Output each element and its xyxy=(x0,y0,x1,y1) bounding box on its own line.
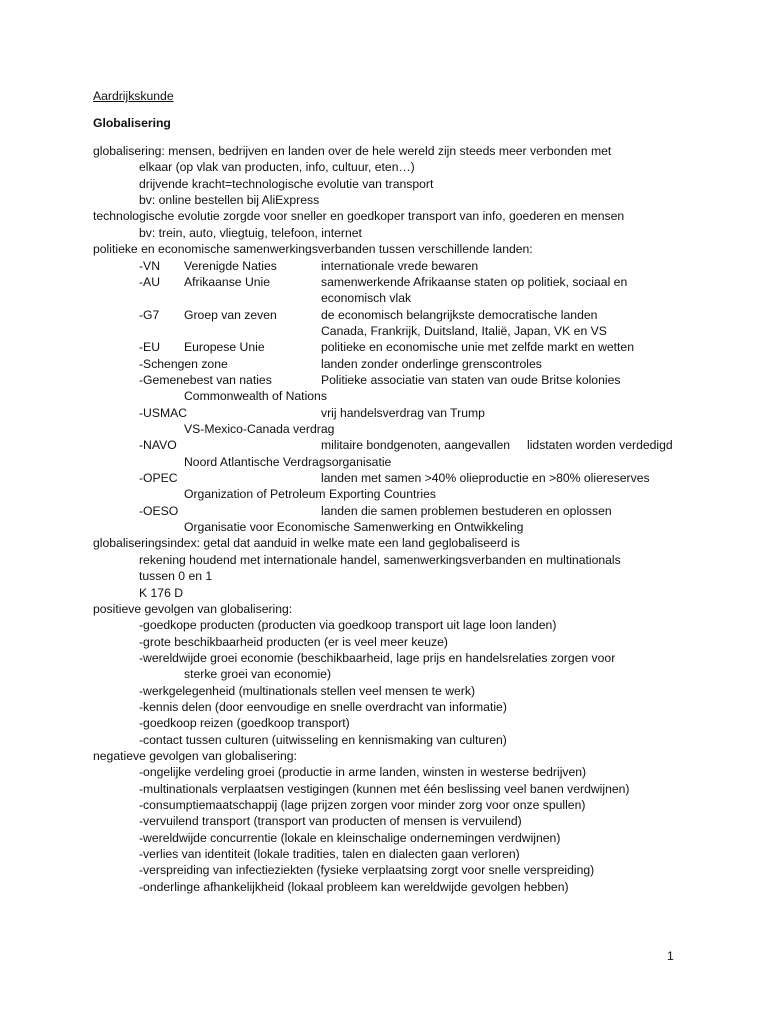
organization-description: militaire bondgenoten, aangevallen xyxy=(321,438,511,453)
organization-description: vrij handelsverdrag van Trump xyxy=(321,405,485,420)
text-line: Canada, Frankrijk, Duitsland, Italië, Japan, VK en VS xyxy=(321,323,607,338)
text-line: -verspreiding van infectieziekten (fysieke verplaatsing zorgt voor snelle verspreiding) xyxy=(139,863,595,878)
organization-name: Groep van zeven xyxy=(184,307,277,322)
organization-name: Afrikaanse Unie xyxy=(184,274,271,289)
page-number: 1 xyxy=(667,949,674,963)
text-line: VS-Mexico-Canada verdrag xyxy=(184,422,335,436)
text-line: positieve gevolgen van globalisering: xyxy=(93,601,293,616)
text-line: -AU xyxy=(139,274,160,289)
text-line: politieke en economische samenwerkingsverbanden tussen verschillende landen: xyxy=(93,242,533,257)
organization-description-extra: lidstaten worden verdedigd xyxy=(527,438,673,453)
text-line: -werkgelegenheid (multinationals stellen veel mensen te werk) xyxy=(139,683,476,698)
organization-name: Verenigde Naties xyxy=(184,258,277,273)
text-line: tussen 0 en 1 xyxy=(139,569,213,584)
text-line: Commonwealth of Nations xyxy=(184,389,327,404)
text-line: -Schengen zone xyxy=(139,356,228,371)
text-line: -wereldwijde groei economie (beschikbaarheid, lage prijs en handelsrelaties zorgen voor xyxy=(139,650,616,665)
text-line: -wereldwijde concurrentie (lokale en kleinschalige ondernemingen verdwijnen) xyxy=(139,830,561,845)
organization-description: internationale vrede bewaren xyxy=(321,258,479,273)
text-line: -EU xyxy=(139,340,160,355)
text-line: -VN xyxy=(139,258,160,273)
text-line: K 176 D xyxy=(139,585,184,600)
text-line: economisch vlak xyxy=(321,291,412,306)
text-line: -goedkoop reizen (goedkoop transport) xyxy=(139,716,350,731)
text-line: Noord Atlantische Verdragsorganisatie xyxy=(184,454,392,469)
text-line: negatieve gevolgen van globalisering: xyxy=(93,749,297,763)
text-line: -Gemenebest van naties xyxy=(139,372,272,387)
text-line: -vervuilend transport (transport van producten of mensen is vervuilend) xyxy=(139,814,522,829)
organization-name: Europese Unie xyxy=(184,340,265,355)
text-line: bv: online bestellen bij AliExpress xyxy=(139,193,320,208)
text-line: -ongelijke verdeling groei (productie in arme landen, winsten in westerse bedrijven) xyxy=(139,765,587,780)
text-line: Organization of Petroleum Exporting Countries xyxy=(184,487,437,502)
text-line: -G7 xyxy=(139,307,160,322)
text-line: sterke groei van economie) xyxy=(184,667,331,682)
organization-description: samenwerkende Afrikaanse staten op politiek, sociaal en xyxy=(321,274,628,289)
text-line: -NAVO xyxy=(139,438,177,453)
organization-description: politieke en economische unie met zelfde markt en wetten xyxy=(321,340,634,355)
text-line: Organisatie voor Economische Samenwerking en Ontwikkeling xyxy=(184,520,524,534)
text-line: -USMAC xyxy=(139,405,188,420)
text-line: rekening houdend met internationale handel, samenwerkingsverbanden en multinationals xyxy=(139,552,621,567)
text-line: -kennis delen (door eenvoudige en snelle overdracht van informatie) xyxy=(139,699,507,714)
text-line: globaliseringsindex: getal dat aanduid in welke mate een land geglobaliseerd is xyxy=(93,536,520,551)
text-line: globalisering: mensen, bedrijven en landen over de hele wereld zijn steeds meer verbonden met xyxy=(93,144,612,158)
organization-description: landen zonder onderlinge grenscontroles xyxy=(321,356,542,371)
text-line: elkaar (op vlak van producten, info, cultuur, eten…) xyxy=(139,160,415,175)
text-line: -consumptiemaatschappij (lage prijzen zorgen voor minder zorg voor onze spullen) xyxy=(139,798,586,812)
text-line: technologische evolutie zorgde voor sneller en goedkoper transport van info, goederen en mensen xyxy=(93,209,625,224)
organization-description: landen die samen problemen bestuderen en oplossen xyxy=(321,503,612,518)
text-line: drijvende kracht=technologische evolutie van transport xyxy=(139,176,434,191)
organization-description: de economisch belangrijkste democratische landen xyxy=(321,307,598,322)
text-line: -contact tussen culturen (uitwisseling en kennismaking van culturen) xyxy=(139,732,507,747)
text-line: bv: trein, auto, vliegtuig, telefoon, internet xyxy=(139,225,362,240)
text-line: -goedkope producten (producten via goedkoop transport uit lage loon landen) xyxy=(139,618,557,633)
page-title: Globalisering xyxy=(93,116,171,130)
subject-heading: Aardrijkskunde xyxy=(93,89,174,103)
organization-description: landen met samen >40% olieproductie en >80% oliereserves xyxy=(321,471,650,485)
text-line: -OESO xyxy=(139,503,179,518)
text-line: -onderlinge afhankelijkheid (lokaal probleem kan wereldwijde gevolgen hebben) xyxy=(139,879,569,894)
text-line: -verlies van identiteit (lokale tradities, talen en dialecten gaan verloren) xyxy=(139,847,520,862)
text-line: -grote beschikbaarheid producten (er is veel meer keuze) xyxy=(139,634,448,649)
text-line: -OPEC xyxy=(139,471,178,485)
text-line: -multinationals verplaatsen vestigingen (kunnen met één beslissing veel banen verdwijnen) xyxy=(139,781,630,796)
organization-description: Politieke associatie van staten van oude Britse kolonies xyxy=(321,372,621,387)
